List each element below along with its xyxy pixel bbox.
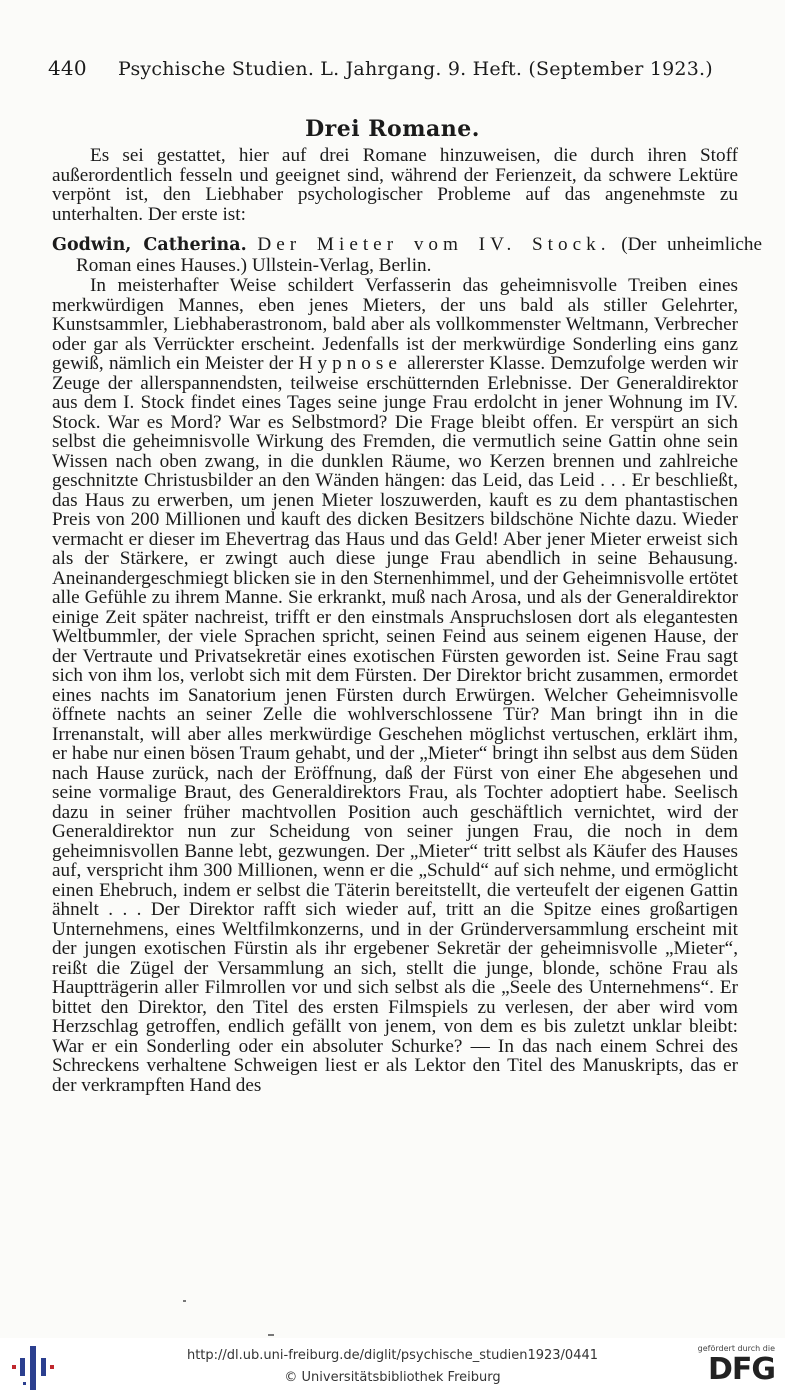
book-author: Godwin, Catherina. [52,235,247,255]
running-title: Psychische Studien. L. Jahrgang. 9. Heft. (September 1923.) [118,58,713,80]
copyright-notice: © Universitätsbibliothek Freiburg [284,1370,501,1385]
book-details: (Der unheimliche Roman eines Hauses.) Ullstein-Verlag, Berlin. [76,234,763,276]
review-emphasis: Hypnose [298,353,402,374]
dfg-logo: DFG [707,1352,775,1387]
source-url-link[interactable]: http://dl.ub.uni-freiburg.de/diglit/psychische_studien1923/0441 [186,1348,599,1363]
scan-speck [183,1300,186,1302]
review-text-part2: allererster Klasse. Demzufolge werden wir Zeuge der allerspannendsten, teilweise erschütternden Erlebnisse. Der Generaldirektor aus dem I. Stock findet eines Tages seine junge Frau erdolcht in jener Wohnung im IV. Stock. War es Mord? War es Selbstmord? Die Frage bleibt offen. Er verspürt an sich selbst die geheimnisvolle Wirkung des Fremden, die vermutlich seine Gattin ohne sein Wissen nach oben zwang, in die dunklen Räume, wo Kerzen brennen und zahlreiche geschnitzte Christusbilder an den Wänden hängen: das Leid, das Leid . . . Er beschließt, das Haus zu erwerben, um jenen Mieter loszuwerden, kauft es zu dem phantastischen Preis von 200 Millionen und kauft des dicken Besitzers bildschöne Nichte dazu. Wieder vermacht er dieser im Ehevertrag das Haus und das Geld! Aber jener Mieter erweist sich als der Stärkere, er zwingt auch diese junge Frau abendlich in seine Behausung. Aneinandergeschmiegt blicken sie in den Sternenhimmel, und der Geheimnisvolle ertötet alle Gefühle zu ihrem Manne. Sie erkrankt, muß nach Arosa, und als der Generaldirektor einige Zeit später nachreist, trifft er den einstmals Anspruchslosen dort als elegantesten Weltbummler, der viele Sprachen spricht, seinen Feind aus seinem eigenen Hause, der der Vertraute und Privatsekretär eines exotischen Fürsten geworden ist. Seine Frau sagt sich von ihm los, verlobt sich mit dem Fürsten. Der Direktor bricht zusammen, ermordet eines nachts im Sanatorium jenen Fürsten durch Erwürgen. Welcher Geheimnisvolle öffnete nachts an seiner Zelle die wohlverschlossene Tür? Man bringt ihn in die Irrenanstalt, will aber alles merkwürdige Geschehen möglichst vertuschen, erklärt ihm, er habe nur einen bösen Traum gehabt, und der „Mieter“ bringt ihn selbst aus dem Süden nach Hause zurück, nach der Eröffnung, daß der Fürst von einer Ehe abgesehen und seine vormalige Braut, des Generaldirektors Frau, als Tochter adoptiert habe. Seelisch dazu in seiner früher machtvollen Position auch geschäftlich vernichtet, wird der Generaldirektor nun zur Scheidung von seiner jungen Frau, die noch in dem geheimnisvollen Banne lebt, gezwungen. Der „Mieter“ tritt selbst als Käufer des Hauses auf, verspricht ihm 300 Millionen, wenn er die „Schuld“ auf sich nehme, und ermöglicht einen Ehebruch, indem er selbst die Täterin bereitstellt, die verteufelt der eigenen Gattin ähnelt . . . Der Direktor rafft sich wieder auf, tritt an die Spitze eines großartigen Unternehmens, eines Weltfilmkonzerns, und in der Gründerversammlung erscheint mit der jungen exotischen Fürstin als ihr ergebener Sekretär der geheimnisvolle „Mieter“, reißt die Zügel der Versammlung an sich, stellt die junge, blonde, schöne Frau als Hauptträgerin aller Filmrollen vor und sich selbst als die „Seele des Unternehmens“. Er bittet den Direktor, den Titel des ersten Filmspiels zu verlesen, der aber wird vom Herzschlag getroffen, endlich gefällt von jenem, von dem es bis zuletzt unklar bleibt: War er ein Sonderling oder ein absoluter Schurke? — In das nach einem Schrei des Schreckens verhaltene Schweigen liest er als Lektor den Titel des Manuskripts, das er der verkrampften Hand des [52,353,738,1096]
running-head [48,56,738,80]
book-entry [52,235,762,275]
viewer-footer [0,1338,785,1395]
article-title: Drei Romane. [305,116,480,142]
review-text-part1: In meisterhafter Weise schildert Verfasserin das geheimnisvolle Treiben eines merkwürdigen Mannes, eben jenes Mieters, der uns bald als stiller Gelehrter, Kunstsammler, Liebhaberastronom, bald aber als vollkommenster Weltmann, Verbrecher oder gar als Verrückter erscheint. Jedenfalls ist der merkwürdige Sonderling eins ganz gewiß, nämlich ein Meister der [52,275,738,374]
intro-paragraph: Es sei gestattet, hier auf drei Romane hinzuweisen, die durch ihren Stoff außerordentlich fesseln und geeignet sind, während der Ferienzeit, da schwere Lektüre verpönt ist, den Liebhaber psychologischer Probleme auf das angenehmste zu unterhalten. Der erste ist: [52,145,738,225]
book-title: Der Mieter vom IV. Stock. [257,234,611,255]
scan-speck [268,1334,274,1336]
review-paragraph [52,276,738,1095]
page-number: 440 [48,56,87,80]
dfg-caption: gefördert durch die [697,1344,775,1353]
